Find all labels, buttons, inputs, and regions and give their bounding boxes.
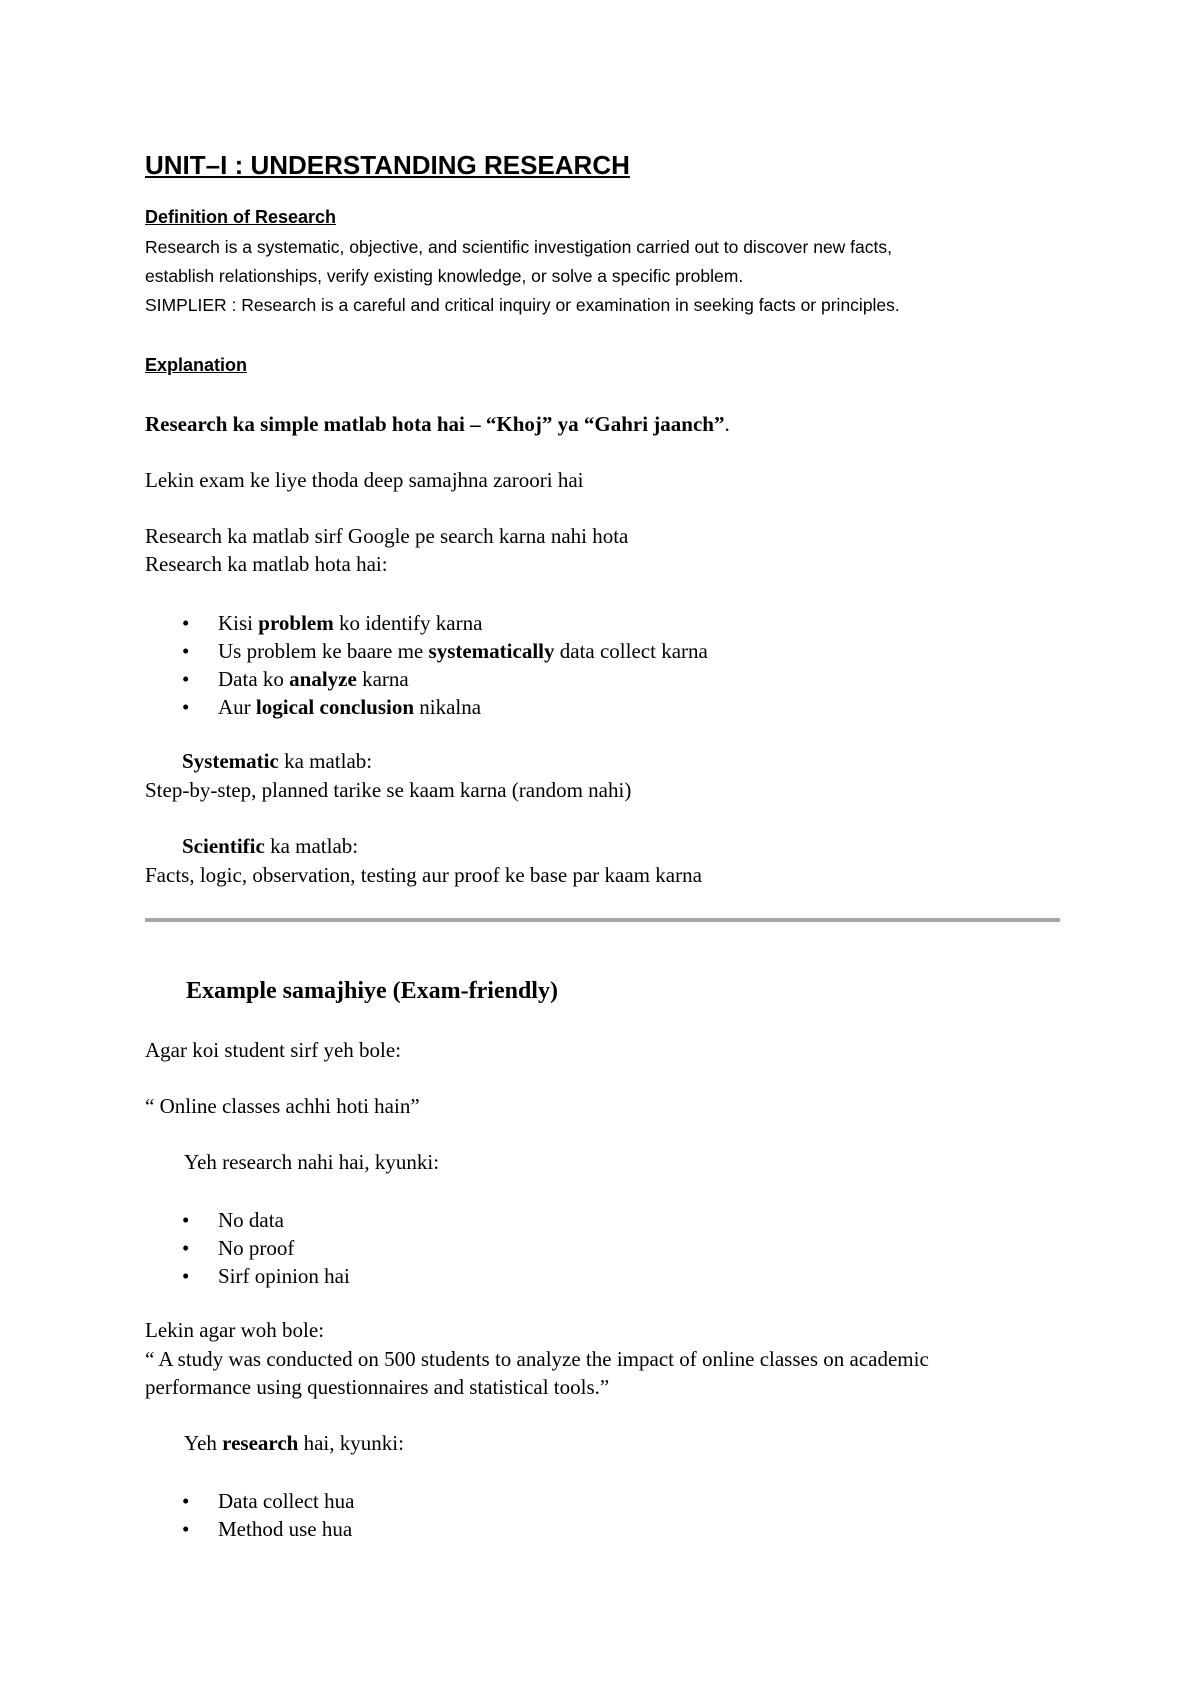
google-note: Research ka matlab sirf Google pe search karna nahi hota <box>145 524 629 548</box>
simplier-label: SIMPLIER : <box>145 295 237 315</box>
bullet-icon: • <box>182 639 190 663</box>
not-research-reasons-list <box>182 1206 350 1290</box>
bullet-icon: • <box>182 1264 190 1288</box>
scientific-definition: Facts, logic, observation, testing aur proof ke base par kaam karna <box>145 863 702 887</box>
bullet-icon: • <box>182 1208 190 1232</box>
khoj-statement: Research ka simple matlab hota hai – “Khoj” ya “Gahri jaanch” <box>145 412 725 436</box>
bullet-icon: • <box>182 1489 190 1513</box>
list-item: • Data ko analyze karna <box>182 667 409 691</box>
systematic-definition: Step-by-step, planned tarike se kaam karna (random nahi) <box>145 778 632 802</box>
list-item: • Aur logical conclusion nikalna <box>182 695 482 719</box>
lekin-line: Lekin agar woh bole: <box>145 1318 325 1342</box>
research-reasons-list <box>182 1487 355 1543</box>
simplier-text: Research is a careful and critical inquiry or examination in seeking facts or principles. <box>236 295 900 315</box>
bullet-icon: • <box>182 667 190 691</box>
list-item: • No data <box>182 1208 284 1232</box>
example-intro: Agar koi student sirf yeh bole: <box>145 1038 402 1062</box>
scientific-heading: Scientific ka matlab: <box>182 834 359 858</box>
bullet-icon: • <box>182 611 190 635</box>
bullet-icon: • <box>182 695 190 719</box>
page-title: UNIT–I : UNDERSTANDING RESEARCH <box>145 150 630 180</box>
definition-line: establish relationships, verify existing knowledge, or solve a specific problem. <box>145 266 744 286</box>
list-item: • Us problem ke baare me systematically data collect karna <box>182 639 708 663</box>
definition-heading: Definition of Research <box>145 207 337 227</box>
bullet-icon: • <box>182 1236 190 1260</box>
exam-note: Lekin exam ke liye thoda deep samajhna zaroori hai <box>145 468 584 492</box>
study-quote-line1: “ A study was conducted on 500 students to analyze the impact of online classes on academic <box>145 1347 929 1371</box>
list-item: • No proof <box>182 1236 295 1260</box>
list-item: • Data collect hua <box>182 1489 355 1513</box>
bullet-icon: • <box>182 1517 190 1541</box>
explanation-heading: Explanation <box>145 355 248 375</box>
khoj-period: . <box>724 412 730 436</box>
definition-paragraph <box>145 233 900 320</box>
explanation-bold-line <box>145 412 730 437</box>
study-quote-line2: performance using questionnaires and statistical tools.” <box>145 1375 610 1399</box>
example-heading: Example samajhiye (Exam-friendly) <box>186 978 558 1004</box>
horizontal-divider <box>145 918 1060 922</box>
research-meaning-line: Research ka matlab hota hai: <box>145 552 388 576</box>
research-steps-list <box>182 609 708 721</box>
opinion-quote: “ Online classes achhi hoti hain” <box>145 1094 420 1118</box>
list-item: • Sirf opinion hai <box>182 1264 350 1288</box>
not-research-line: Yeh research nahi hai, kyunki: <box>184 1150 440 1174</box>
systematic-heading: Systematic ka matlab: <box>182 749 373 773</box>
definition-line: Research is a systematic, objective, and scientific investigation carried out to discover new facts, <box>145 237 893 257</box>
simplier-line <box>145 291 900 320</box>
list-item: • Method use hua <box>182 1517 353 1541</box>
is-research-line: Yeh research hai, kyunki: <box>184 1431 404 1455</box>
list-item: • Kisi problem ko identify karna <box>182 611 483 635</box>
